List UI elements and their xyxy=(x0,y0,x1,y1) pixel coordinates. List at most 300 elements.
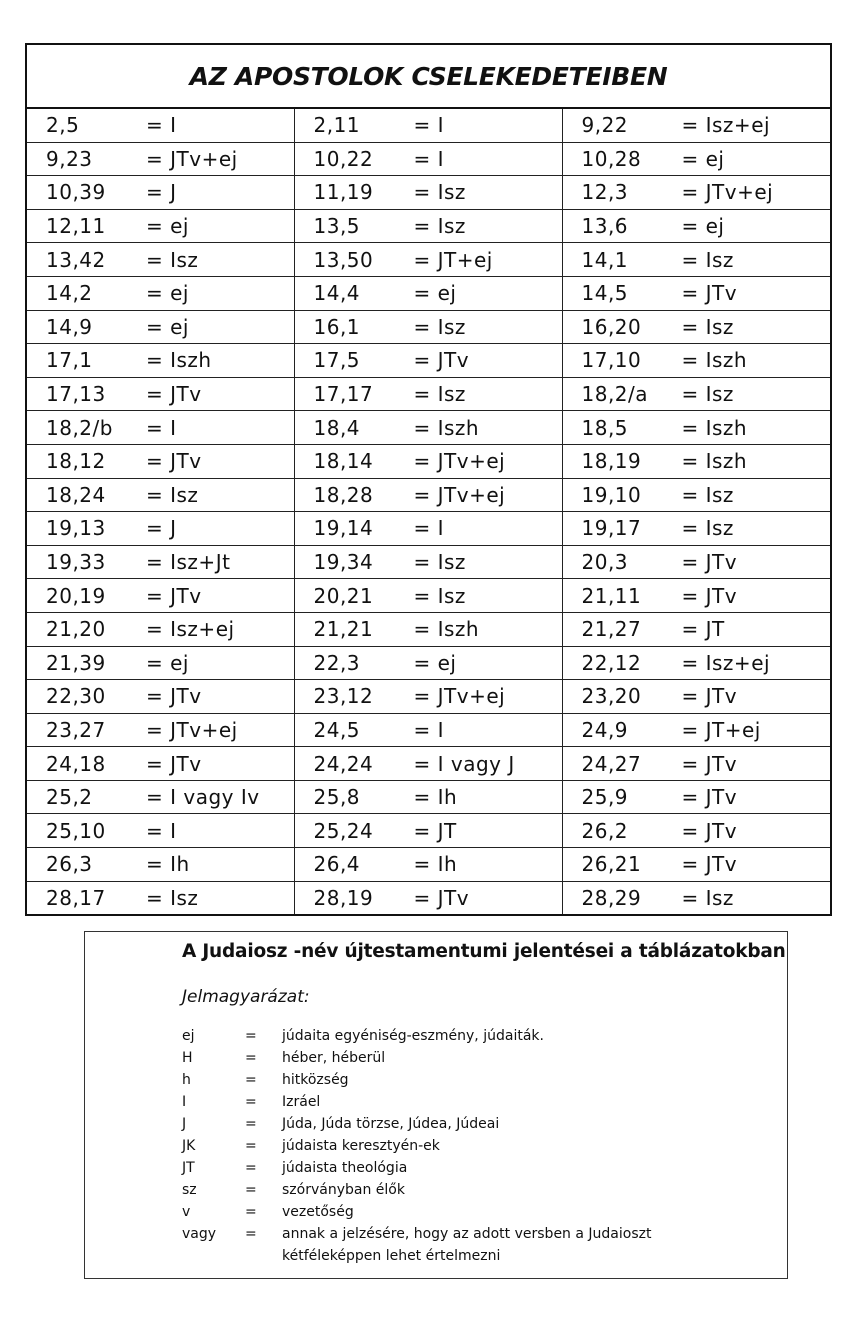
verse-meaning: = ej xyxy=(146,281,189,306)
legend-subtitle: Jelmagyarázat: xyxy=(182,987,310,1007)
verse-reference: 14,2 xyxy=(46,281,93,306)
table-cell xyxy=(562,848,831,882)
cell-content xyxy=(295,344,562,377)
verse-meaning: = Ih xyxy=(413,852,458,877)
verse-reference: 14,5 xyxy=(581,281,629,306)
verse-reference: 17,17 xyxy=(313,382,374,407)
verse-reference: 19,17 xyxy=(581,516,642,541)
verse-reference: 21,20 xyxy=(46,617,106,642)
cell-content xyxy=(27,445,294,478)
verse-reference: 13,6 xyxy=(581,214,629,239)
table-row xyxy=(26,142,831,176)
cell-content xyxy=(563,613,831,646)
verse-reference: 18,2/b xyxy=(46,415,113,440)
cell-content xyxy=(27,747,294,780)
legend-equals: = xyxy=(245,1182,257,1198)
table-cell xyxy=(562,142,831,176)
verse-reference: 2,11 xyxy=(313,113,361,138)
verse-meaning: = Isz xyxy=(413,550,466,575)
verse-meaning: = Isz xyxy=(146,885,199,910)
verse-table xyxy=(25,43,832,916)
table-cell xyxy=(294,276,562,310)
cell-content xyxy=(563,848,831,881)
table-row xyxy=(26,612,831,646)
legend-abbreviation: J xyxy=(182,1116,187,1132)
verse-meaning: = ej xyxy=(413,281,457,306)
verse-meaning: = Isz+ej xyxy=(146,617,235,642)
cell-content xyxy=(295,680,562,713)
cell-content xyxy=(27,680,294,713)
table-row xyxy=(26,276,831,310)
cell-content xyxy=(27,781,294,814)
verse-reference: 24,9 xyxy=(581,717,629,742)
legend-description: Júda, Júda törzse, Júdea, Júdeai xyxy=(282,1116,500,1132)
table-cell xyxy=(26,108,294,142)
verse-reference: 19,10 xyxy=(581,482,642,507)
legend-equals: = xyxy=(245,1226,257,1242)
verse-meaning: = JTv xyxy=(146,449,202,474)
legend-item xyxy=(182,1223,682,1245)
verse-meaning: = JT xyxy=(681,617,725,642)
cell-content xyxy=(563,680,831,713)
legend-abbreviation: v xyxy=(182,1204,191,1220)
cell-content xyxy=(295,311,562,344)
cell-content xyxy=(27,277,294,310)
verse-reference: 2,5 xyxy=(46,113,80,138)
verse-reference: 18,28 xyxy=(313,482,374,507)
cell-content xyxy=(27,848,294,881)
cell-content xyxy=(295,647,562,680)
cell-content xyxy=(27,143,294,176)
table-cell xyxy=(26,444,294,478)
cell-content xyxy=(295,378,562,411)
verse-meaning: = Isz+Jt xyxy=(146,550,231,575)
verse-meaning: = Isz xyxy=(681,382,734,407)
verse-reference: 23,12 xyxy=(313,684,374,709)
table-cell xyxy=(26,142,294,176)
legend-equals: = xyxy=(245,1094,257,1110)
legend-abbreviation: H xyxy=(182,1050,193,1066)
verse-meaning: = JTv xyxy=(146,382,202,407)
table-cell xyxy=(562,747,831,781)
table-cell xyxy=(294,108,562,142)
verse-reference: 12,11 xyxy=(46,214,106,239)
verse-meaning: = Iszh xyxy=(681,348,748,373)
verse-reference: 20,21 xyxy=(313,583,374,608)
verse-meaning: = Iszh xyxy=(413,415,480,440)
verse-meaning: = JTv xyxy=(413,885,470,910)
verse-reference: 18,14 xyxy=(313,449,374,474)
table-cell xyxy=(562,444,831,478)
table-title: AZ APOSTOLOK CSELEKEDETEIBEN xyxy=(26,44,831,108)
legend-equals: = xyxy=(245,1050,257,1066)
verse-reference: 22,30 xyxy=(46,684,106,709)
cell-content xyxy=(563,512,831,545)
verse-reference: 26,3 xyxy=(46,852,93,877)
legend-item xyxy=(182,1069,682,1091)
table-cell xyxy=(294,512,562,546)
cell-content xyxy=(27,243,294,276)
table-cell xyxy=(562,108,831,142)
verse-reference: 28,29 xyxy=(581,885,642,910)
verse-reference: 21,27 xyxy=(581,617,642,642)
cell-content xyxy=(27,579,294,612)
verse-meaning: = ej xyxy=(146,650,189,675)
verse-reference: 21,39 xyxy=(46,650,106,675)
table-row xyxy=(26,344,831,378)
cell-content xyxy=(295,512,562,545)
verse-meaning: = Isz xyxy=(681,247,734,272)
cell-content xyxy=(295,143,562,176)
cell-content xyxy=(563,243,831,276)
verse-meaning: = JTv xyxy=(146,583,202,608)
verse-meaning: = ej xyxy=(413,650,457,675)
cell-content xyxy=(27,378,294,411)
verse-reference: 22,12 xyxy=(581,650,642,675)
table-row xyxy=(26,646,831,680)
table-cell xyxy=(562,377,831,411)
legend-item xyxy=(182,1025,682,1047)
verse-meaning: = Isz xyxy=(413,314,466,339)
table-cell xyxy=(562,478,831,512)
verse-meaning: = Isz xyxy=(413,583,466,608)
verse-meaning: = Ih xyxy=(413,785,458,810)
legend-description: júdaita egyéniség-eszmény, júdaiták. xyxy=(282,1028,544,1044)
table-cell xyxy=(294,209,562,243)
verse-reference: 25,9 xyxy=(581,785,629,810)
verse-meaning: = Iszh xyxy=(413,617,480,642)
table-cell xyxy=(294,680,562,714)
table-cell xyxy=(562,680,831,714)
verse-reference: 28,17 xyxy=(46,885,106,910)
verse-reference: 20,3 xyxy=(581,550,629,575)
verse-reference: 19,34 xyxy=(313,550,374,575)
table-cell xyxy=(26,310,294,344)
verse-meaning: = ej xyxy=(681,214,725,239)
verse-reference: 20,19 xyxy=(46,583,106,608)
cell-content xyxy=(27,344,294,377)
verse-meaning: = Isz xyxy=(413,382,466,407)
verse-reference: 25,8 xyxy=(313,785,361,810)
verse-meaning: = I xyxy=(413,717,445,742)
legend-description: annak a jelzésére, hogy az adott versben a Judaioszt xyxy=(282,1226,652,1242)
verse-meaning: = JTv xyxy=(681,751,738,776)
table-cell xyxy=(562,411,831,445)
cell-content xyxy=(295,781,562,814)
cell-content xyxy=(295,848,562,881)
table-cell xyxy=(294,848,562,882)
table-row xyxy=(26,881,831,915)
table-cell xyxy=(294,545,562,579)
table-row xyxy=(26,108,831,142)
legend-description: vezetőség xyxy=(282,1204,354,1220)
table-cell xyxy=(562,243,831,277)
legend-equals: = xyxy=(245,1116,257,1132)
table-cell xyxy=(26,881,294,915)
verse-reference: 22,3 xyxy=(313,650,361,675)
table-row xyxy=(26,747,831,781)
verse-meaning: = Isz xyxy=(681,314,734,339)
table-row xyxy=(26,713,831,747)
verse-reference: 10,28 xyxy=(581,146,642,171)
verse-reference: 28,19 xyxy=(313,885,374,910)
cell-content xyxy=(563,579,831,612)
legend-equals: = xyxy=(245,1072,257,1088)
table-cell xyxy=(294,579,562,613)
table-cell xyxy=(562,780,831,814)
table-cell xyxy=(294,881,562,915)
verse-meaning: = JTv xyxy=(146,684,202,709)
cell-content xyxy=(563,714,831,747)
verse-reference: 16,1 xyxy=(313,314,361,339)
cell-content xyxy=(563,344,831,377)
verse-reference: 9,23 xyxy=(46,146,93,171)
table-cell xyxy=(562,814,831,848)
title-row xyxy=(26,44,831,108)
verse-reference: 13,50 xyxy=(313,247,374,272)
cell-content xyxy=(295,714,562,747)
table-cell xyxy=(26,411,294,445)
verse-meaning: = JTv xyxy=(681,583,738,608)
table-cell xyxy=(26,209,294,243)
verse-meaning: = Ih xyxy=(146,852,190,877)
verse-reference: 26,21 xyxy=(581,852,642,877)
verse-meaning: = I xyxy=(146,113,177,138)
verse-meaning: = JT+ej xyxy=(413,247,493,272)
legend-item xyxy=(182,1091,682,1113)
verse-reference: 10,39 xyxy=(46,180,106,205)
table-cell xyxy=(26,747,294,781)
table-cell xyxy=(26,780,294,814)
table-row xyxy=(26,243,831,277)
cell-content xyxy=(295,882,562,915)
verse-meaning: = JTv xyxy=(413,348,470,373)
cell-content xyxy=(27,882,294,915)
legend-abbreviation: JT xyxy=(182,1160,195,1176)
verse-meaning: = I vagy J xyxy=(413,751,515,776)
table-cell xyxy=(26,478,294,512)
verse-reference: 9,22 xyxy=(581,113,629,138)
table-cell xyxy=(26,512,294,546)
legend-item xyxy=(182,1179,682,1201)
legend-abbreviation: JK xyxy=(182,1138,196,1154)
cell-content xyxy=(27,814,294,847)
verse-reference: 14,4 xyxy=(313,281,361,306)
verse-reference: 14,9 xyxy=(46,314,93,339)
verse-meaning: = JTv xyxy=(681,852,738,877)
verse-meaning: = I xyxy=(146,818,177,843)
verse-meaning: = I xyxy=(146,415,177,440)
cell-content xyxy=(563,378,831,411)
table-cell xyxy=(562,512,831,546)
table-cell xyxy=(294,142,562,176)
verse-meaning: = JTv xyxy=(146,751,202,776)
table-row xyxy=(26,848,831,882)
verse-reference: 26,2 xyxy=(581,818,629,843)
verse-meaning: = Isz xyxy=(681,885,734,910)
cell-content xyxy=(295,109,562,142)
legend-equals: = xyxy=(245,1160,257,1176)
verse-reference: 12,3 xyxy=(581,180,629,205)
table-cell xyxy=(26,713,294,747)
verse-reference: 19,14 xyxy=(313,516,374,541)
legend-description: héber, héberül xyxy=(282,1050,386,1066)
verse-reference: 19,33 xyxy=(46,550,106,575)
verse-reference: 21,21 xyxy=(313,617,374,642)
table-cell xyxy=(294,713,562,747)
verse-reference: 24,27 xyxy=(581,751,642,776)
table-row xyxy=(26,545,831,579)
legend-abbreviation: sz xyxy=(182,1182,197,1198)
table-row xyxy=(26,176,831,210)
legend-abbreviation: vagy xyxy=(182,1226,217,1242)
cell-content xyxy=(295,613,562,646)
legend-item xyxy=(182,1157,682,1179)
verse-meaning: = JTv+ej xyxy=(681,180,774,205)
table-cell xyxy=(294,444,562,478)
table-row xyxy=(26,579,831,613)
table-cell xyxy=(26,344,294,378)
verse-reference: 18,4 xyxy=(313,415,361,440)
table-cell xyxy=(562,344,831,378)
table-cell xyxy=(294,478,562,512)
verse-meaning: = JTv+ej xyxy=(413,482,506,507)
legend-equals: = xyxy=(245,1204,257,1220)
cell-content xyxy=(295,210,562,243)
cell-content xyxy=(295,243,562,276)
table-cell xyxy=(294,814,562,848)
table-cell xyxy=(562,579,831,613)
cell-content xyxy=(295,479,562,512)
verse-reference: 14,1 xyxy=(581,247,629,272)
verse-reference: 18,19 xyxy=(581,449,642,474)
verse-meaning: = JT xyxy=(413,818,457,843)
verse-meaning: = JTv+ej xyxy=(413,684,506,709)
verse-meaning: = ej xyxy=(681,146,725,171)
verse-meaning: = I vagy Iv xyxy=(146,785,260,810)
table-cell xyxy=(294,612,562,646)
verse-reference: 11,19 xyxy=(313,180,374,205)
cell-content xyxy=(27,176,294,209)
cell-content xyxy=(563,747,831,780)
legend-item xyxy=(182,1047,682,1069)
table-cell xyxy=(562,209,831,243)
verse-meaning: = JTv xyxy=(681,785,738,810)
table-cell xyxy=(26,579,294,613)
verse-reference: 26,4 xyxy=(313,852,361,877)
table-cell xyxy=(294,344,562,378)
table-row xyxy=(26,209,831,243)
table-cell xyxy=(26,646,294,680)
cell-content xyxy=(295,814,562,847)
verse-meaning: = ej xyxy=(146,214,189,239)
table-cell xyxy=(294,377,562,411)
cell-content xyxy=(563,109,831,142)
table-row xyxy=(26,411,831,445)
legend-description: hitközség xyxy=(282,1072,349,1088)
cell-content xyxy=(563,882,831,915)
table-cell xyxy=(26,545,294,579)
table-cell xyxy=(562,545,831,579)
cell-content xyxy=(563,781,831,814)
verse-meaning: = JTv xyxy=(681,281,738,306)
table-cell xyxy=(294,176,562,210)
verse-reference: 17,1 xyxy=(46,348,93,373)
verse-meaning: = J xyxy=(146,516,177,541)
table-cell xyxy=(294,780,562,814)
table-cell xyxy=(294,411,562,445)
cell-content xyxy=(27,411,294,444)
cell-content xyxy=(295,579,562,612)
verse-meaning: = ej xyxy=(146,314,189,339)
verse-reference: 17,10 xyxy=(581,348,642,373)
cell-content xyxy=(563,546,831,579)
verse-reference: 16,20 xyxy=(581,314,642,339)
table-cell xyxy=(562,612,831,646)
verse-meaning: = Iszh xyxy=(146,348,212,373)
verse-reference: 25,2 xyxy=(46,785,93,810)
verse-reference: 18,5 xyxy=(581,415,629,440)
table-row xyxy=(26,310,831,344)
verse-reference: 25,10 xyxy=(46,818,106,843)
cell-content xyxy=(27,311,294,344)
verse-meaning: = Isz xyxy=(413,214,466,239)
table-row xyxy=(26,814,831,848)
legend-description: szórványban élők xyxy=(282,1182,405,1198)
legend-item xyxy=(182,1201,682,1223)
cell-content xyxy=(295,277,562,310)
verse-reference: 25,24 xyxy=(313,818,374,843)
legend-abbreviation: ej xyxy=(182,1028,195,1044)
verse-meaning: = Isz xyxy=(681,482,734,507)
verse-meaning: = JTv xyxy=(681,684,738,709)
cell-content xyxy=(27,714,294,747)
cell-content xyxy=(27,479,294,512)
verse-reference: 18,24 xyxy=(46,482,106,507)
cell-content xyxy=(563,143,831,176)
legend-item xyxy=(182,1113,682,1135)
verse-meaning: = I xyxy=(413,146,445,171)
verse-reference: 18,12 xyxy=(46,449,106,474)
cell-content xyxy=(27,613,294,646)
cell-content xyxy=(563,479,831,512)
cell-content xyxy=(27,512,294,545)
table-cell xyxy=(562,881,831,915)
legend-description: Izráel xyxy=(282,1094,321,1110)
verse-reference: 23,20 xyxy=(581,684,642,709)
table-cell xyxy=(562,713,831,747)
cell-content xyxy=(27,109,294,142)
verse-reference: 18,2/a xyxy=(581,382,649,407)
verse-reference: 24,24 xyxy=(313,751,374,776)
legend-description: júdaista theológia xyxy=(282,1160,408,1176)
table-cell xyxy=(294,646,562,680)
table-cell xyxy=(26,276,294,310)
legend-description: júdaista keresztyén-ek xyxy=(282,1138,440,1154)
legend-equals: = xyxy=(245,1028,257,1044)
verse-meaning: = I xyxy=(413,516,445,541)
verse-meaning: = Isz xyxy=(146,482,199,507)
cell-content xyxy=(295,445,562,478)
verse-reference: 13,42 xyxy=(46,247,106,272)
cell-content xyxy=(27,647,294,680)
verse-meaning: = JT+ej xyxy=(681,717,761,742)
verse-meaning: = JTv+ej xyxy=(146,717,238,742)
legend-continuation: kétféleképpen lehet értelmezni xyxy=(282,1248,501,1264)
verse-table-body xyxy=(26,44,831,915)
verse-reference: 21,11 xyxy=(581,583,642,608)
cell-content xyxy=(563,647,831,680)
